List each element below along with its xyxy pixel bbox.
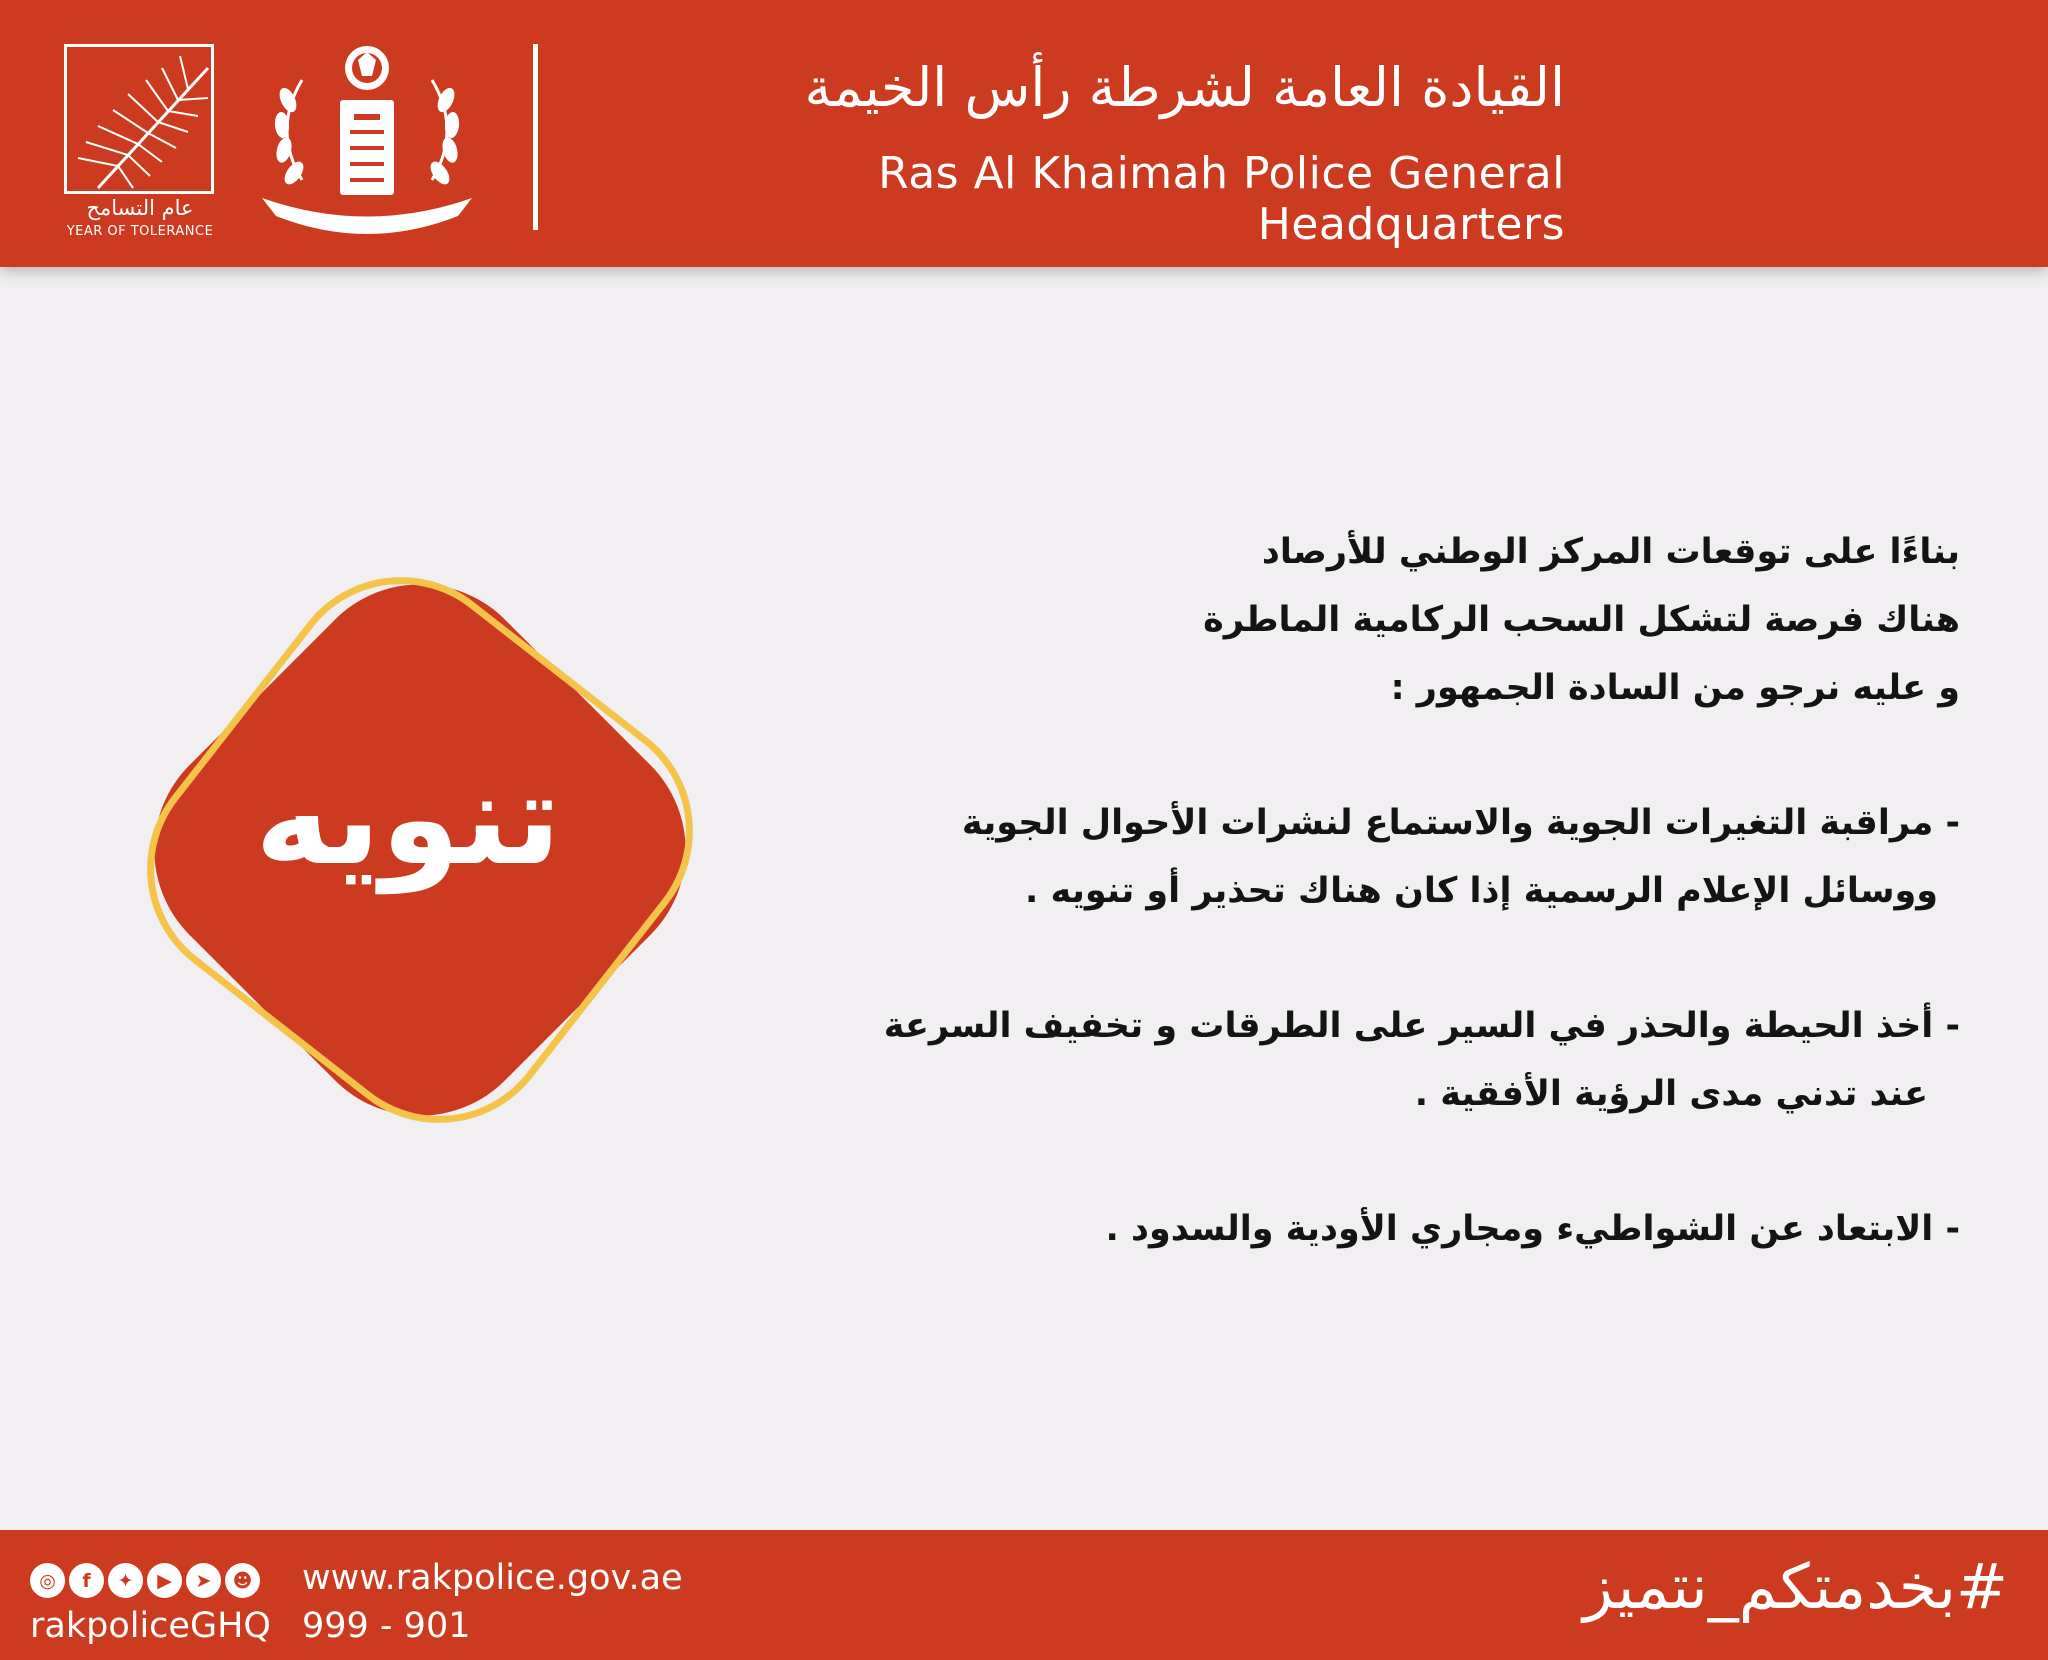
social-handle: rakpoliceGHQ [30, 1606, 271, 1646]
intro-line-3: و عليه نرجو من السادة الجمهور : [1390, 668, 1960, 708]
tolerance-english-text: YEAR OF TOLERANCE [66, 224, 214, 239]
intro-line-1: بناءًا على توقعات المركز الوطني للأرصاد [1261, 532, 1960, 572]
instagram-icon[interactable]: ◎ [30, 1563, 65, 1598]
youtube-icon[interactable]: ▶ [147, 1563, 182, 1598]
feather-icon [58, 38, 222, 198]
org-name-arabic: القيادة العامة لشرطة رأس الخيمة [804, 56, 1565, 119]
facebook-icon[interactable]: f [69, 1563, 104, 1598]
hashtag: #بخدمتكم_نتميز [1583, 1550, 2008, 1623]
phone-number: 999 - 901 [302, 1606, 471, 1646]
tolerance-arabic-text: عام التسامح [86, 196, 194, 220]
bullet-1-line-1: - مراقبة التغيرات الجوية والاستماع لنشرات الأحوال الجوية [961, 803, 1960, 843]
snapchat-icon[interactable]: ☻ [225, 1563, 260, 1598]
bullet-2-line-2: عند تدني مدى الرؤية الأفقية . [1414, 1074, 1928, 1114]
telegram-icon[interactable]: ➤ [186, 1563, 221, 1598]
year-of-tolerance-logo [58, 38, 222, 246]
rak-police-emblem [262, 30, 472, 240]
notice-content [820, 518, 1960, 1263]
bullet-2-line-1: - أخذ الحيطة والحذر في السير على الطرقات و تخفيف السرعة [883, 1006, 1960, 1046]
twitter-icon[interactable]: ✦ [108, 1563, 143, 1598]
bullet-1-line-2: ووسائل الإعلام الرسمية إذا كان هناك تحذير أو تنويه . [1024, 871, 1938, 911]
notice-badge-label: تنويه [254, 745, 562, 894]
header-banner [0, 0, 2048, 267]
bullet-3-line-1: - الابتعاد عن الشواطيء ومجاري الأودية والسدود . [1105, 1209, 1960, 1249]
header-divider [533, 44, 538, 230]
social-icons [30, 1563, 260, 1601]
intro-line-2: هناك فرصة لتشكل السحب الركامية الماطرة [1203, 600, 1960, 640]
website-link[interactable]: www.rakpolice.gov.ae [302, 1558, 683, 1598]
org-name-english: Ras Al Khaimah Police General Headquarters [878, 148, 1565, 250]
footer-banner [0, 1530, 2048, 1660]
